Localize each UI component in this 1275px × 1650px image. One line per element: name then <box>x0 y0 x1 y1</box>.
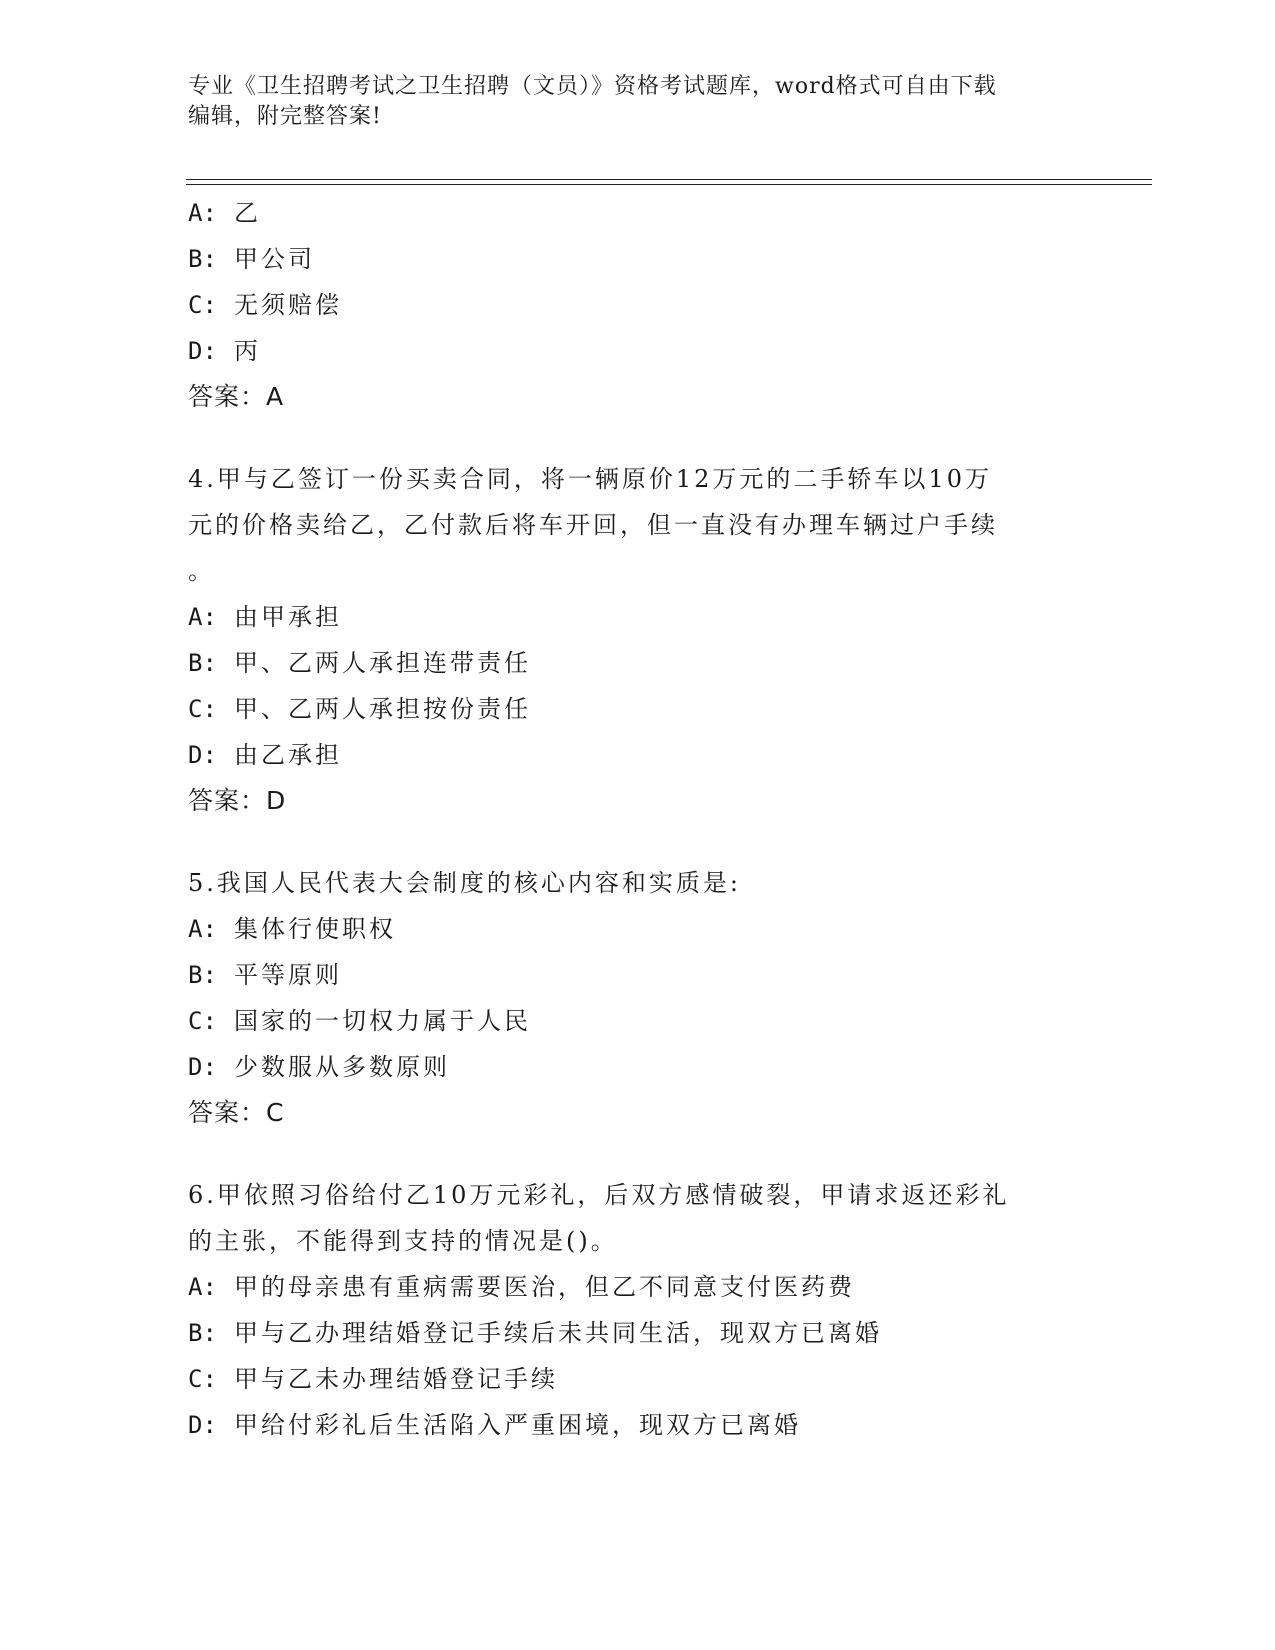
option-d <box>188 328 1088 374</box>
header-line-1: 专业《卫生招聘考试之卫生招聘（文员）》资格考试题库，word格式可自由下载 <box>188 74 997 99</box>
option-letter: D: <box>188 337 217 365</box>
header-divider-top <box>186 179 1152 180</box>
option-a <box>188 906 1088 952</box>
question-5 <box>188 860 1088 1136</box>
option-d <box>188 732 1088 778</box>
question-stem <box>188 456 1088 594</box>
question-list <box>188 190 1088 1448</box>
option-text: 甲、乙两人承担连带责任 <box>234 649 531 677</box>
question-stem-line-2: 的主张，不能得到支持的情况是()。 <box>188 1227 618 1255</box>
question-stem-line-1: 4.甲与乙签订一份买卖合同，将一辆原价12万元的二手轿车以10万 <box>188 465 992 493</box>
option-text: 甲公司 <box>234 245 315 273</box>
option-text: 由乙承担 <box>234 741 342 769</box>
option-c <box>188 282 1088 328</box>
option-letter: A: <box>188 915 217 943</box>
option-d <box>188 1402 1088 1448</box>
question-stem <box>188 860 1088 906</box>
option-letter: C: <box>188 1007 217 1035</box>
option-a <box>188 594 1088 640</box>
option-b <box>188 640 1088 686</box>
option-d <box>188 1044 1088 1090</box>
option-c <box>188 1356 1088 1402</box>
question-6 <box>188 1172 1088 1448</box>
option-text: 无须赔偿 <box>234 291 342 319</box>
option-text: 由甲承担 <box>234 603 342 631</box>
option-text: 少数服从多数原则 <box>234 1053 450 1081</box>
option-text: 甲、乙两人承担按份责任 <box>234 695 531 723</box>
answer-line: 答案：A <box>188 382 285 411</box>
option-letter: D: <box>188 1053 217 1081</box>
option-letter: C: <box>188 291 217 319</box>
option-letter: B: <box>188 961 217 989</box>
document-header <box>188 72 1068 132</box>
answer-line: 答案：C <box>188 1098 285 1127</box>
option-letter: B: <box>188 1319 217 1347</box>
option-text: 甲与乙未办理结婚登记手续 <box>234 1365 558 1393</box>
option-b <box>188 236 1088 282</box>
question-stem-line-1: 6.甲依照习俗给付乙10万元彩礼，后双方感情破裂，甲请求返还彩礼 <box>188 1181 1010 1209</box>
option-a <box>188 1264 1088 1310</box>
option-letter: D: <box>188 741 217 769</box>
option-letter: D: <box>188 1411 217 1439</box>
header-line-2: 编辑，附完整答案! <box>188 104 382 129</box>
question-4 <box>188 456 1088 824</box>
option-letter: B: <box>188 245 217 273</box>
option-text: 平等原则 <box>234 961 342 989</box>
header-divider-bottom <box>186 184 1152 185</box>
option-letter: B: <box>188 649 217 677</box>
option-text: 甲与乙办理结婚登记手续后未共同生活，现双方已离婚 <box>234 1319 882 1347</box>
question-stem-line-3: 。 <box>188 557 215 585</box>
option-text: 甲给付彩礼后生活陷入严重困境，现双方已离婚 <box>234 1411 801 1439</box>
option-letter: A: <box>188 603 217 631</box>
option-b <box>188 1310 1088 1356</box>
option-text: 乙 <box>234 199 261 227</box>
option-a <box>188 190 1088 236</box>
question-stem-line-2: 元的价格卖给乙，乙付款后将车开回，但一直没有办理车辆过户手续 <box>188 511 998 539</box>
question-3 <box>188 190 1088 420</box>
option-letter: C: <box>188 1365 217 1393</box>
option-c <box>188 998 1088 1044</box>
option-text: 丙 <box>234 337 261 365</box>
option-text: 集体行使职权 <box>234 915 396 943</box>
option-text: 甲的母亲患有重病需要医治，但乙不同意支付医药费 <box>234 1273 855 1301</box>
option-letter: C: <box>188 695 217 723</box>
answer-line: 答案：D <box>188 786 287 815</box>
option-letter: A: <box>188 1273 217 1301</box>
question-stem-line-1: 5.我国人民代表大会制度的核心内容和实质是: <box>188 869 741 897</box>
option-b <box>188 952 1088 998</box>
question-stem <box>188 1172 1088 1264</box>
option-c <box>188 686 1088 732</box>
option-letter: A: <box>188 199 217 227</box>
option-text: 国家的一切权力属于人民 <box>234 1007 531 1035</box>
